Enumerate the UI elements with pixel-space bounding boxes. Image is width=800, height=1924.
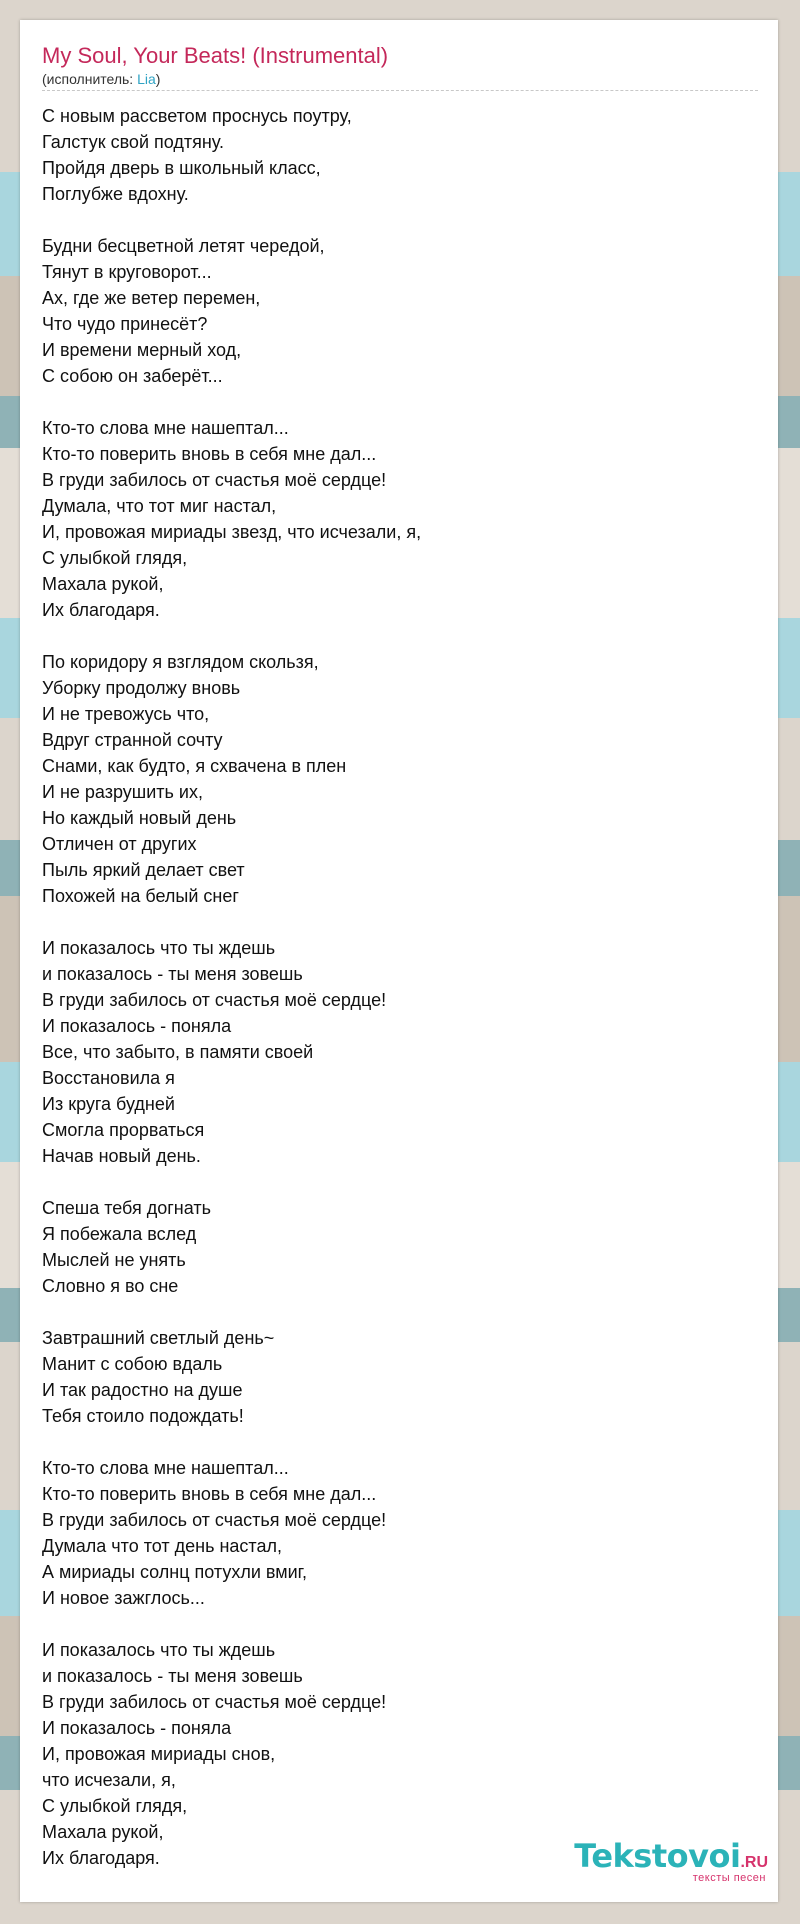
lyrics-line: И показалось - поняла [42,1016,232,1036]
lyrics-line: Пыль яркий делает свет [42,860,245,880]
lyrics-line: Завтрашний светлый день~ [42,1328,275,1348]
lyrics-line: И времени мерный ход, [42,340,242,360]
lyrics-stanza [42,233,758,389]
lyrics-line: И показалось что ты ждешь [42,938,276,958]
lyrics-line: Я побежала вслед [42,1224,197,1244]
lyrics-line: Манит с собою вдаль [42,1354,223,1374]
lyrics-line: Ах, где же ветер перемен, [42,288,261,308]
lyrics-stanza [42,415,758,623]
logo-tld-text: .RU [740,1854,768,1871]
lyrics-line: Уборку продолжу вновь [42,678,241,698]
lyrics-line: И не разрушить их, [42,782,203,802]
lyrics-line: Кто-то поверить вновь в себя мне дал... [42,1484,377,1504]
lyrics-stanza [42,1637,758,1871]
lyrics-line: Махала рукой, [42,1822,164,1842]
artist-line [42,70,758,91]
lyrics-stanza [42,1455,758,1611]
lyrics-line: Думала что тот день настал, [42,1536,282,1556]
lyrics-stanza [42,103,758,207]
lyrics-line: Похожей на белый снег [42,886,239,906]
lyrics-line: Отличен от других [42,834,197,854]
lyrics-stanza [42,935,758,1169]
lyrics-line: В груди забилось от счастья моё сердце! [42,1692,387,1712]
lyrics-line: Галстук свой подтяну. [42,132,224,152]
lyrics-line: С улыбкой глядя, [42,548,188,568]
lyrics-line: И, провожая мириады снов, [42,1744,276,1764]
lyrics-line: Спеша тебя догнать [42,1198,211,1218]
lyrics-line: И, провожая мириады звезд, что исчезали, я, [42,522,422,542]
lyrics-line: И не тревожусь что, [42,704,210,724]
lyrics-line: Мыслей не унять [42,1250,186,1270]
lyrics-line: И так радостно на душе [42,1380,243,1400]
lyrics-line: Тебя стоило подождать! [42,1406,244,1426]
lyrics-line: Начав новый день. [42,1146,201,1166]
artist-prefix: (исполнитель: [42,71,138,87]
lyrics-line: А мириады солнц потухли вмиг, [42,1562,308,1582]
lyrics-line: Будни бесцветной летят чередой, [42,236,325,256]
lyrics-line: Вдруг странной сочту [42,730,223,750]
lyrics-body [42,103,758,1871]
artist-suffix: ) [155,71,161,87]
lyrics-line: И показалось что ты ждешь [42,1640,276,1660]
lyrics-line: Словно я во сне [42,1276,179,1296]
lyrics-line: По коридору я взглядом скользя, [42,652,319,672]
lyrics-line: Восстановила я [42,1068,175,1088]
lyrics-line: В груди забилось от счастья моё сердце! [42,470,387,490]
artist-link[interactable]: Lia [137,71,156,87]
lyrics-line: Кто-то слова мне нашептал... [42,1458,289,1478]
lyrics-line: Что чудо принесёт? [42,314,208,334]
lyrics-line: Все, что забыто, в памяти своей [42,1042,314,1062]
lyrics-line: И показалось - поняла [42,1718,232,1738]
logo-subtitle: тексты песен [692,1872,766,1884]
lyrics-line: В груди забилось от счастья моё сердце! [42,990,387,1010]
lyrics-stanza [42,1325,758,1429]
lyrics-line: Кто-то слова мне нашептал... [42,418,289,438]
lyrics-line: С новым рассветом проснусь поутру, [42,106,352,126]
lyrics-line: Их благодаря. [42,600,160,620]
lyrics-line: Смогла прорваться [42,1120,205,1140]
lyrics-line: Пройдя дверь в школьный класс, [42,158,321,178]
lyrics-line: Снами, как будто, я схвачена в плен [42,756,347,776]
lyrics-line: что исчезали, я, [42,1770,176,1790]
lyrics-line: В груди забилось от счастья моё сердце! [42,1510,387,1530]
lyrics-line: Из круга будней [42,1094,175,1114]
lyrics-line: С улыбкой глядя, [42,1796,188,1816]
lyrics-line: Тянут в круговорот... [42,262,212,282]
lyrics-line: Думала, что тот миг настал, [42,496,277,516]
lyrics-line: Махала рукой, [42,574,164,594]
lyrics-line: и показалось - ты меня зовешь [42,964,303,984]
lyrics-line: Поглубже вдохну. [42,184,189,204]
lyrics-stanza [42,1195,758,1299]
lyrics-line: Кто-то поверить вновь в себя мне дал... [42,444,377,464]
lyrics-line: С собою он заберёт... [42,366,223,386]
logo-main-text: Tekstovoi [574,1837,741,1875]
lyrics-line: Но каждый новый день [42,808,237,828]
lyrics-line: Их благодаря. [42,1848,160,1868]
song-title: My Soul, Your Beats! (Instrumental) [42,43,389,68]
site-logo[interactable] [574,1837,768,1884]
lyrics-page [20,20,778,1902]
lyrics-line: и показалось - ты меня зовешь [42,1666,303,1686]
lyrics-line: И новое зажглось... [42,1588,205,1608]
lyrics-stanza [42,649,758,909]
